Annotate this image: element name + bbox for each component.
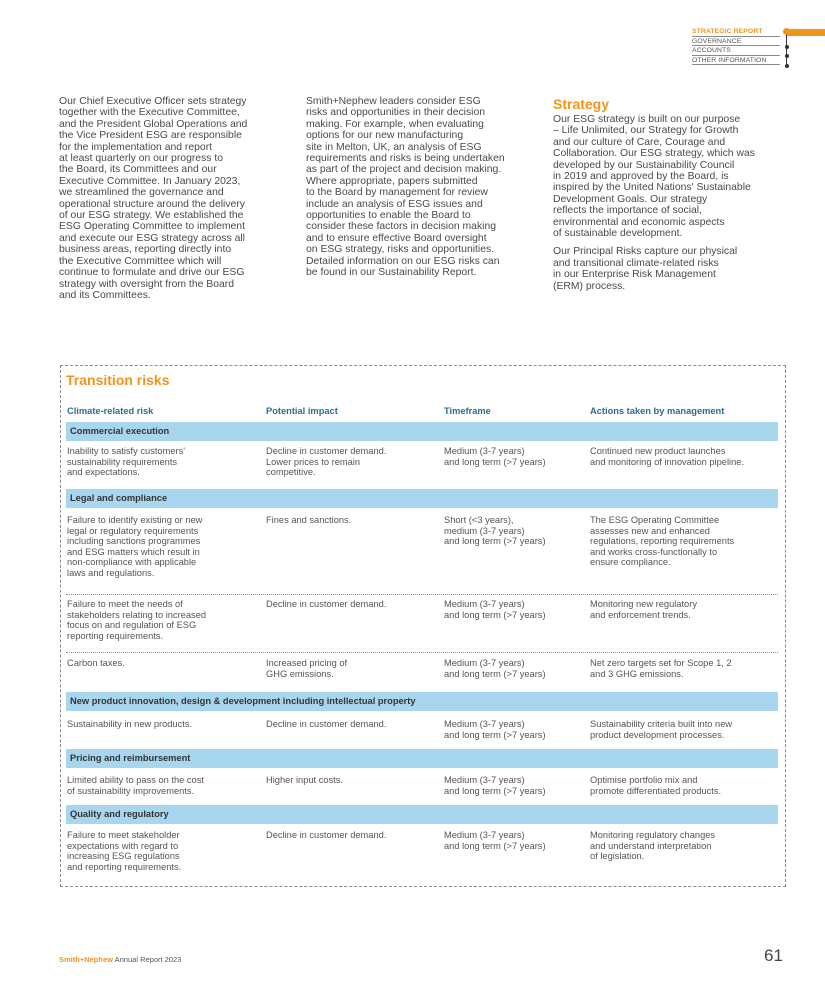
footer-report-title: Annual Report 2023 — [112, 955, 182, 964]
table-cell-timeframe: Medium (3-7 years) and long term (>7 years) — [444, 658, 546, 679]
table-cell-impact: Fines and sanctions. — [266, 515, 352, 525]
column-header-risk: Climate-related risk — [67, 406, 154, 416]
table-cell-impact: Decline in customer demand. Lower prices to remain competitive. — [266, 446, 387, 478]
table-cell-risk: Limited ability to pass on the cost of sustainability improvements. — [67, 775, 204, 796]
column-header-impact: Potential impact — [266, 406, 338, 416]
table-cell-risk: Carbon taxes. — [67, 658, 125, 668]
table-cell-actions: Sustainability criteria built into new product development processes. — [590, 719, 733, 740]
nav-other-information[interactable]: OTHER INFORMATION — [692, 56, 780, 66]
table-cell-impact: Decline in customer demand. — [266, 599, 387, 609]
section-band-pricing-reimbursement: Pricing and reimbursement — [66, 749, 778, 768]
table-cell-actions: Continued new product launches and monitoring of innovation pipeline. — [590, 446, 745, 467]
table-cell-timeframe: Medium (3-7 years) and long term (>7 years) — [444, 775, 546, 796]
column-header-timeframe: Timeframe — [444, 406, 491, 416]
table-cell-actions: Monitoring regulatory changes and understand interpretation of legislation. — [590, 830, 716, 862]
body-column-2 — [306, 96, 541, 279]
nav-accounts[interactable]: ACCOUNTS — [692, 46, 780, 56]
section-band-new-product-innovation: New product innovation, design & development including intellectual property — [66, 692, 778, 711]
table-cell-actions: Monitoring new regulatory and enforcement trends. — [590, 599, 697, 620]
table-cell-impact: Higher input costs. — [266, 775, 343, 785]
table-cell-actions: Net zero targets set for Scope 1, 2 and 3 GHG emissions. — [590, 658, 732, 679]
section-band-commercial-execution: Commercial execution — [66, 422, 778, 441]
footer — [59, 955, 181, 964]
nav-dot — [785, 54, 789, 58]
table-cell-timeframe: Medium (3-7 years) and long term (>7 years) — [444, 599, 546, 620]
table-cell-impact: Decline in customer demand. — [266, 830, 387, 840]
table-cell-actions: Optimise portfolio mix and promote differentiated products. — [590, 775, 722, 796]
table-cell-timeframe: Medium (3-7 years) and long term (>7 years) — [444, 719, 546, 740]
nav-governance[interactable]: GOVERNANCE — [692, 37, 780, 47]
leaders-paragraph: Smith+Nephew leaders consider ESG risks and opportunities in their decision making. For example, when evaluating options for our new manufacturing site in Melton, UK, an analysis of ESG requirements and risks is being undertaken as part of the project and decision making. Where appropriate, papers submitted to the Board by management for review include an analysis of ESG issues and opportunities to enable the Board to consider these factors in decision making and to ensure effective Board oversight on ESG strategy, risks and opportunities. Detailed information on our ESG risks can be found in our Sustainability Report. — [306, 96, 505, 279]
section-band-quality-regulatory: Quality and regulatory — [66, 805, 778, 824]
strategy-heading: Strategy — [553, 96, 610, 112]
section-band-legal-compliance: Legal and compliance — [66, 489, 778, 508]
strategy-paragraph-1: Our ESG strategy is built on our purpose – Life Unlimited, our Strategy for Growth and our culture of Care, Courage and Collaboration. Our ESG strategy, which was developed by our Sustainability Council in 2019 and approved by the Board, is inspired by the United Nations' Sustainable Development Goals. Our strategy reflects the importance of social, environmental and economic aspects of sustainable development. — [553, 114, 755, 240]
transition-risks-title: Transition risks — [66, 372, 170, 388]
nav-dot — [785, 64, 789, 68]
table-cell-timeframe: Medium (3-7 years) and long term (>7 years) — [444, 830, 546, 851]
table-cell-risk: Sustainability in new products. — [67, 719, 193, 729]
body-column-3 — [553, 96, 788, 292]
governance-paragraph: Our Chief Executive Officer sets strategy together with the Executive Committee, and the President Global Operations and the Vice President ESG are responsible for the implementation and report at least quarterly on our progress to the Board, its Committees and our Executive Committee. In January 2023, we streamlined the governance and operational structure around the delivery of our ESG strategy. We established the ESG Operating Committee to implement and execute our ESG strategy across all business areas, reporting directly into the Executive Committee which will continue to formulate and drive our ESG strategy with oversight from the Board and its Committees. — [59, 96, 248, 301]
table-cell-timeframe: Medium (3-7 years) and long term (>7 years) — [444, 446, 546, 467]
table-cell-risk: Failure to meet the needs of stakeholders relating to increased focus on and regulation of ESG reporting requirements. — [67, 599, 207, 641]
table-cell-actions: The ESG Operating Committee assesses new and enhanced regulations, reporting requirements and works cross-functionally to ensure compliance. — [590, 515, 735, 568]
row-divider — [66, 652, 778, 653]
table-cell-impact: Decline in customer demand. — [266, 719, 387, 729]
page-number: 61 — [764, 946, 783, 965]
table-cell-impact: Increased pricing of GHG emissions. — [266, 658, 348, 679]
nav-strategic-report[interactable]: STRATEGIC REPORT — [692, 27, 780, 37]
table-cell-timeframe: Short (<3 years), medium (3-7 years) and long term (>7 years) — [444, 515, 546, 547]
nav-dot — [785, 45, 789, 49]
section-nav — [692, 27, 780, 65]
nav-active-tab-marker — [786, 29, 825, 36]
nav-active-dot — [783, 28, 790, 35]
footer-brand: Smith+Nephew — [59, 955, 113, 964]
table-cell-risk: Inability to satisfy customers' sustainability requirements and expectations. — [67, 446, 186, 478]
row-divider — [66, 594, 778, 595]
column-header-actions: Actions taken by management — [590, 406, 725, 416]
table-cell-risk: Failure to identify existing or new legal or regulatory requirements including sanctions programmes and ESG matters which result in non-compliance with applicable laws and regulations. — [67, 515, 203, 578]
table-cell-risk: Failure to meet stakeholder expectations with regard to increasing ESG regulations and reporting requirements. — [67, 830, 182, 872]
body-column-1 — [59, 96, 289, 301]
strategy-paragraph-2: Our Principal Risks capture our physical and transitional climate-related risks in our Enterprise Risk Management (ERM) process. — [553, 246, 738, 292]
